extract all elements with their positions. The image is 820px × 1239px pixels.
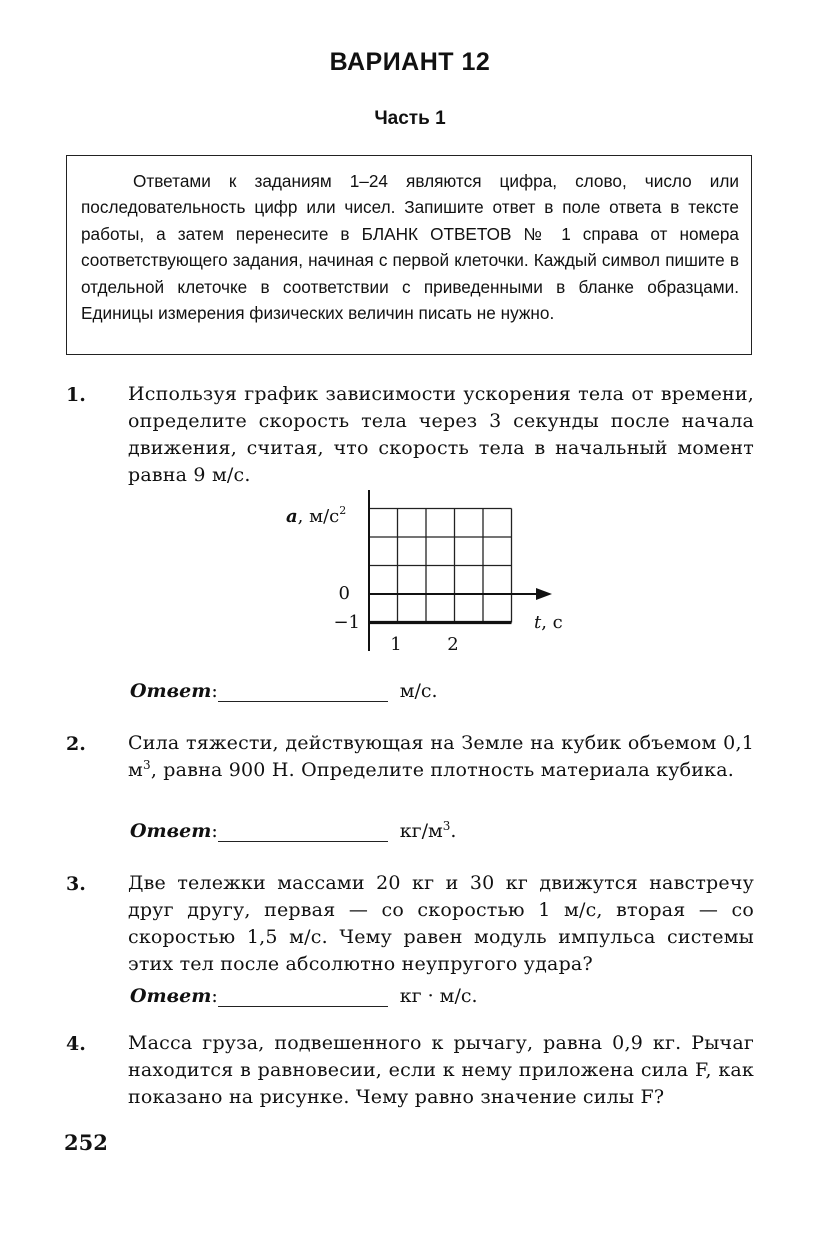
answer-field[interactable] [218,683,388,702]
y-tick-0: 0 [338,583,350,604]
y-tick-minus-1: −1 [333,612,360,633]
question-2-answer: Ответ: $кг/м^3$. [130,818,457,842]
graph-labels [286,504,563,655]
question-4-number: 4. [66,1033,86,1055]
y-axis-unit: , м/с [297,506,340,527]
y-axis-var: a [286,506,298,527]
x-axis-unit: , с [541,612,563,633]
y-axis-label [286,504,346,527]
question-1-text: Используя график зависимости ускорения тела от времени, определите скорость тела через 3 секунды после начала движения, считая, что скорость тела в начальный момент равна 9 м/с. [128,383,754,486]
variant-title: ВАРИАНТ 12 [329,48,491,76]
x-axis-var: t [534,612,542,633]
answer-label: Ответ [130,985,212,1007]
answer-label: Ответ [130,680,212,702]
y-axis-sup: 2 [339,504,347,517]
question-3-text: Две тележки массами 20 кг и 30 кг движутся навстречу друг другу, первая — со скоростью 1 м/с, вторая — со скоростью 1,5 м/с. Чему равен модуль импульса системы этих тел после абсолютно неупругого удара? [128,872,754,975]
question-3-number: 3. [66,873,86,895]
x-tick-1: 1 [390,634,402,655]
question-1-answer: Ответ: м/с. [130,680,438,702]
question-4-text: Масса груза, подвешенного к рычагу, равна 0,9 кг. Рычаг находится в равновесии, если к нему приложена сила F, как показано на рисунке. Чему равно значение силы F? [128,1032,754,1108]
answer-field[interactable] [218,988,388,1007]
acceleration-graph [270,490,590,680]
answer-unit: м/с. [399,680,438,702]
part-title: Часть 1 [374,108,446,129]
x-axis-label [534,612,563,633]
answer-unit: кг · м/с. [399,985,478,1007]
answer-label: Ответ [130,820,212,842]
answer-field[interactable] [218,823,388,842]
question-2-text: Сила тяжести, действующая на Земле на кубик объемом 0,1 $м^3$, равна 900 Н. Определите плотность материала кубика. [128,732,754,781]
question-3-answer: Ответ: кг · м/с. [130,985,478,1007]
page-number: 252 [64,1130,108,1155]
graph-axes [363,490,552,651]
x-axis-arrow [536,588,552,600]
question-1-number: 1. [66,384,86,406]
question-2-number: 2. [66,733,86,755]
graph-grid [369,509,512,623]
x-tick-2: 2 [447,634,459,655]
instructions-box: Ответами к заданиям 1–24 являются цифра, слово, число или последовательность цифр или чисел. Запишите ответ в поле ответа в тексте работы, а затем перенесите в БЛАНК ОТВЕТОВ № 1 справа от номера соответствующего задания, начиная с первой клеточки. Каждый символ пишите в отдельной клеточке в соответствии с приведенными в бланке образцами. Единицы измерения физических величин писать не нужно. [66,155,752,355]
answer-unit: кг/м [399,820,443,842]
